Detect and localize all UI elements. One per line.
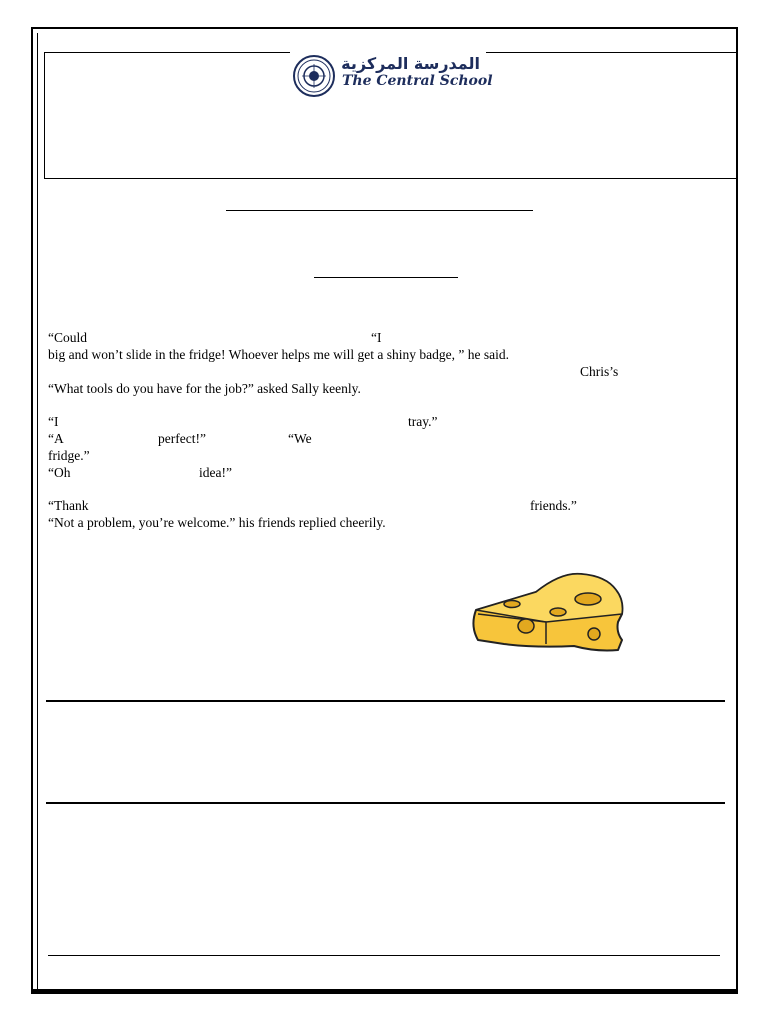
story-line-8-end: idea!” — [199, 465, 232, 480]
title-underline — [226, 210, 533, 211]
page-border-bottom — [31, 989, 738, 994]
section-divider-2 — [46, 802, 725, 804]
story-line-2: big and won’t slide in the fridge! Whoever helps me will get a shiny badge, ” he said. — [48, 347, 510, 362]
school-name-arabic: المدرسة المركزية — [341, 54, 480, 73]
story-line-10: “Not a problem, you’re welcome.” his friends replied cheerily. — [48, 515, 386, 530]
story-line-4: “What tools do you have for the job?” asked Sally keenly. — [48, 381, 361, 396]
story-line-5-end: tray.” — [408, 414, 438, 429]
story-line-6-start: “A — [48, 431, 64, 446]
story-line-1-start: “Could — [48, 330, 87, 345]
story-line-7: fridge.” — [48, 448, 90, 463]
story-line-9-start: “Thank — [48, 498, 89, 513]
story-line-6-end: “We — [288, 431, 312, 446]
school-logo — [292, 54, 493, 98]
header-top-line-right — [486, 52, 736, 53]
section-divider-3 — [48, 955, 720, 956]
inner-border-left — [37, 33, 38, 989]
header-top-line-left — [44, 52, 290, 53]
cheese-icon — [466, 570, 628, 658]
story-line-9-end: friends.” — [530, 498, 577, 513]
school-seal-icon — [292, 54, 336, 98]
school-name-english: The Central School — [342, 73, 493, 89]
section-divider-1 — [46, 700, 725, 702]
story-line-6-mid: perfect!” — [158, 431, 206, 446]
story-line-3: Chris’s — [580, 364, 619, 379]
subtitle-underline — [314, 277, 458, 278]
story-line-8-start: “Oh — [48, 465, 71, 480]
story-line-5-start: “I — [48, 414, 59, 429]
story-line-1-end: “I — [371, 330, 382, 345]
